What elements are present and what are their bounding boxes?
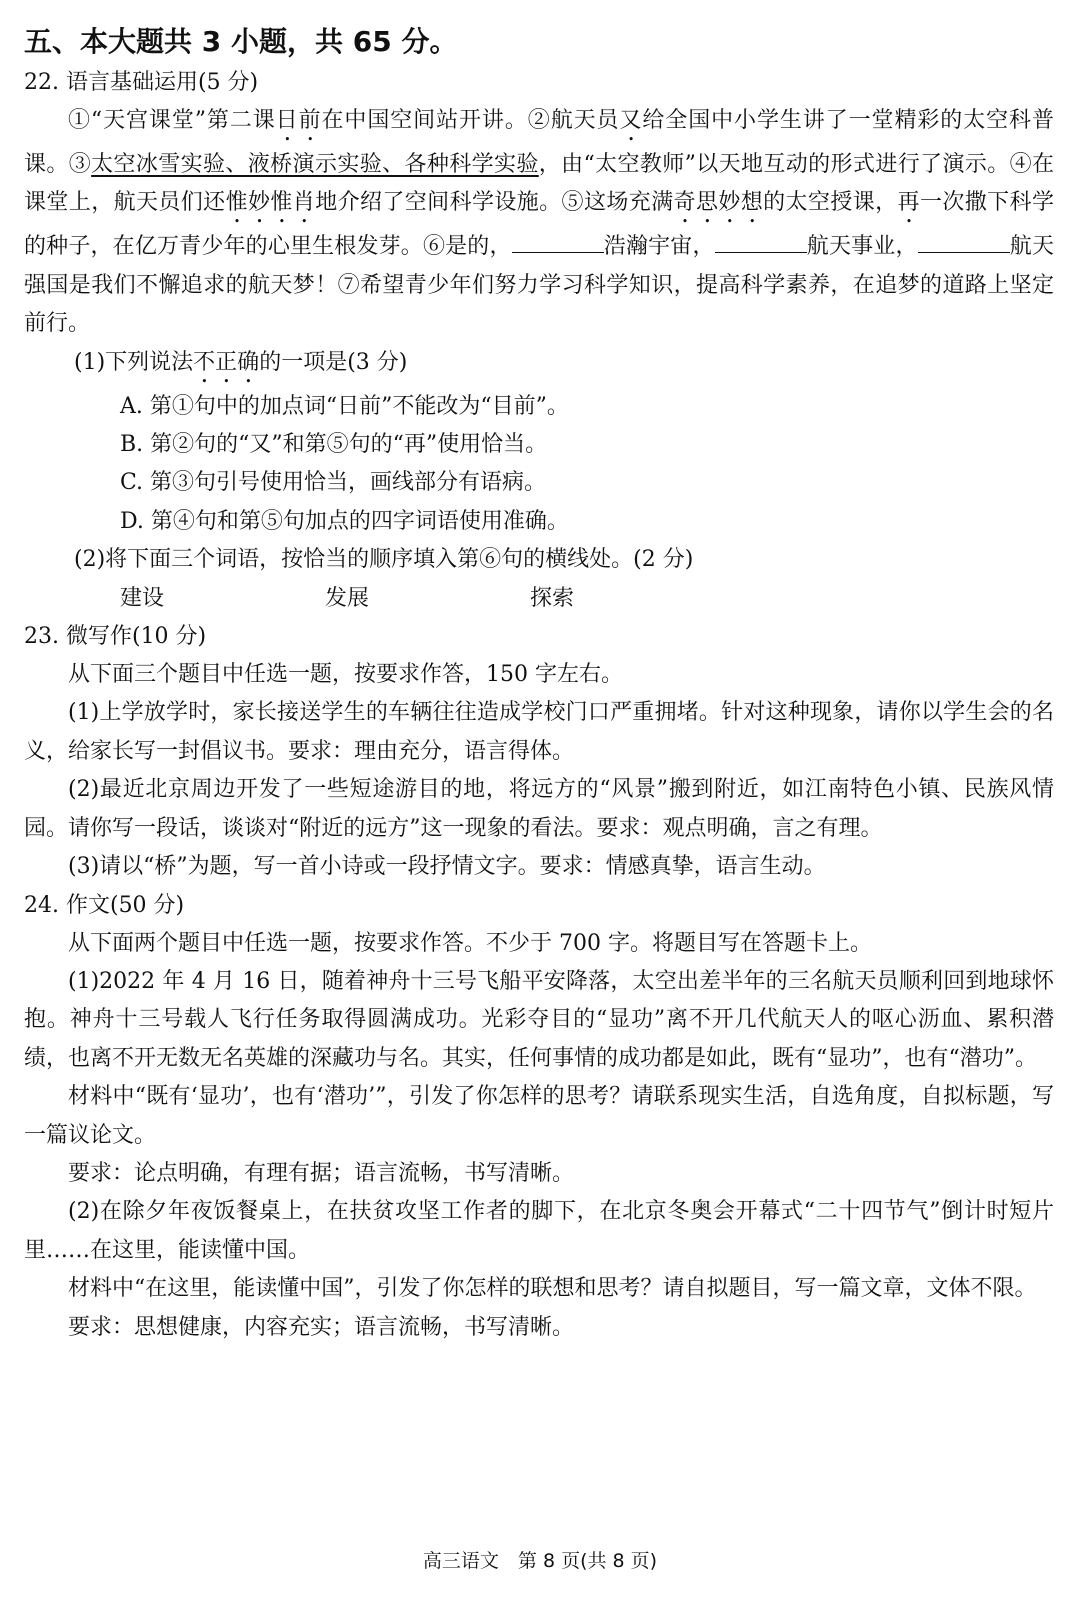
dotted-word: 不正确 xyxy=(193,349,260,375)
fill-blank[interactable] xyxy=(918,230,1010,253)
word-item: 建设 xyxy=(120,585,165,611)
word-list xyxy=(24,580,1054,618)
dotted-word: 日前 xyxy=(275,108,322,133)
dotted-word: 惟妙惟肖 xyxy=(225,190,316,216)
fill-blank[interactable] xyxy=(512,230,604,253)
option-d: D. 第④句和第⑤句加点的四字词语使用准确。 xyxy=(120,508,569,534)
word-item: 探索 xyxy=(530,585,575,611)
q22-passage xyxy=(24,102,1054,344)
exam-page xyxy=(24,22,1054,1347)
q24-topic-1: (1)2022 年 4 月 16 日，随着神舟十三号飞船平安降落，太空出差半年的三名航天员顺利回到地球怀抱。神舟十三号载人飞行任务取得圆满成功。光彩夺目的“显功”离不开几代航天人的呕心沥血、累积潜绩，也离不开无数无名英雄的深藏功与名。其实，任何事情的成功都是如此，既有“显功”，也有“潜功”。 xyxy=(24,968,1054,1071)
q24-topic-2-req: 要求：思想健康，内容充实；语言流畅，书写清晰。 xyxy=(68,1314,575,1340)
dotted-word: 再 xyxy=(897,190,920,216)
section-title: 五、本大题共 3 小题，共 65 分。 xyxy=(24,25,458,58)
dotted-word: 奇思妙想 xyxy=(673,190,764,216)
text-run: 航天事业， xyxy=(806,234,918,260)
q23-heading: 23. 微写作(10 分) xyxy=(24,624,207,650)
q22-sub2: (2)将下面三个词语，按恰当的顺序填入第⑥句的横线处。(2 分) xyxy=(74,547,694,573)
q23-intro: 从下面三个题目中任选一题，按要求作答，150 字左右。 xyxy=(68,662,623,688)
text-run: (1)下列说法 xyxy=(74,349,194,375)
text-run: 一次撒下科学的种子，在亿万青少年的心里生根发芽。⑥是的， xyxy=(24,190,1054,260)
text-run: 航天强国是我们不懈追求的航天梦！⑦希望青少年们努力学习科学知识，提高科学素养，在追梦的道路上坚定前行。 xyxy=(24,234,1054,337)
text-run: ①“天宫课堂”第二课 xyxy=(68,108,276,133)
text-run: 的一项是(3 分) xyxy=(259,349,408,375)
q24-topic-2-task: 材料中“在这里，能读懂中国”，引发了你怎样的联想和思考？请自拟题目，写一篇文章，文体不限。 xyxy=(68,1276,1037,1302)
q24-intro: 从下面两个题目中任选一题，按要求作答。不少于 700 字。将题目写在答题卡上。 xyxy=(68,930,872,956)
option-c: C. 第③句引号使用恰当，画线部分有语病。 xyxy=(120,470,547,496)
dotted-word: 又 xyxy=(619,108,643,133)
q22-sub1 xyxy=(24,344,1054,388)
q24-topic-1-task: 材料中“既有‘显功’，也有‘潜功’”，引发了你怎样的思考？请联系现实生活，自选角度，自拟标题，写一篇议论文。 xyxy=(24,1084,1054,1148)
page-footer: 高三语文 第 8 页(共 8 页) xyxy=(422,1550,658,1572)
text-run: ，由“太空教师”以天地互动的形式进行了演示。④在课堂上，航天员们还 xyxy=(24,152,1054,216)
text-run: 地介绍了空间科学设施。⑤这场充满 xyxy=(315,190,674,216)
q23-topic-1: (1)上学放学时，家长接送学生的车辆往往造成学校门口严重拥堵。针对这种现象，请你以学生会的名义，给家长写一封倡议书。要求：理由充分，语言得体。 xyxy=(24,700,1054,764)
text-run: 浩瀚宇宙， xyxy=(603,234,715,260)
word-item: 发展 xyxy=(325,585,370,611)
text-run: 给全国中小学生讲了一堂精彩的太空科普课。③ xyxy=(24,108,1054,177)
fill-blank[interactable] xyxy=(715,230,807,253)
q24-topic-1-req: 要求：论点明确，有理有据；语言流畅，书写清晰。 xyxy=(68,1160,575,1186)
q23-topic-2: (2)最近北京周边开发了一些短途游目的地，将远方的“风景”搬到附近，如江南特色小镇、民族风情园。请你写一段话，谈谈对“附近的远方”这一现象的看法。要求：观点明确，言之有理。 xyxy=(24,777,1054,841)
text-run: 在中国空间站开讲。②航天员 xyxy=(321,108,620,133)
option-a: A. 第①句中的加点词“日前”不能改为“目前”。 xyxy=(120,393,569,419)
text-run: 的太空授课， xyxy=(763,190,898,216)
option-b: B. 第②句的“又”和第⑤句的“再”使用恰当。 xyxy=(120,432,548,458)
q22-heading: 22. 语言基础运用(5 分) xyxy=(24,70,259,95)
q24-heading: 24. 作文(50 分) xyxy=(24,892,185,918)
underlined-phrase: 太空冰雪实验、液桥演示实验、各种科学实验 xyxy=(91,152,539,177)
q24-topic-2: (2)在除夕年夜饭餐桌上，在扶贫攻坚工作者的脚下，在北京冬奥会开幕式“二十四节气”倒计时短片里……在这里，能读懂中国。 xyxy=(24,1199,1054,1263)
q23-topic-3: (3)请以“桥”为题，写一首小诗或一段抒情文字。要求：情感真挚，语言生动。 xyxy=(68,854,826,880)
